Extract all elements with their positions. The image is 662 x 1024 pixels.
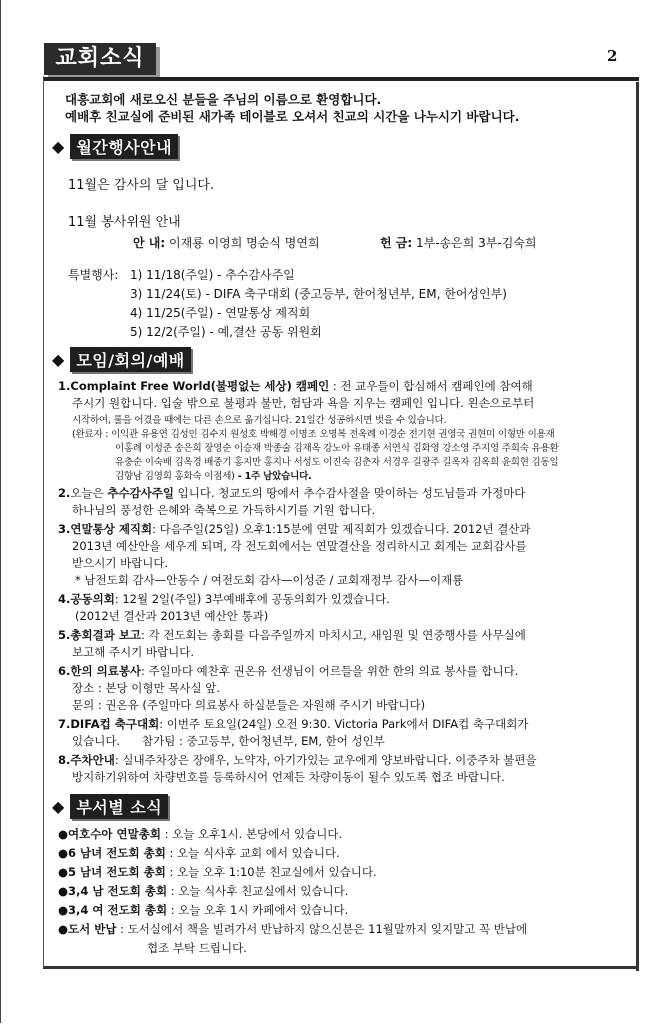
section-title: 월간행사안내	[70, 134, 178, 159]
meeting-text: 문의 : 권온유 (주일마다 의료봉사 하실분들은 자원해 주시기 바랍니다)	[72, 698, 426, 712]
diamond-icon: ◆	[52, 349, 65, 369]
committee-title: 11월 봉사위원 안내	[68, 215, 181, 230]
bullet-icon: ●	[58, 865, 69, 879]
meeting-item-7: 7.DIFA컵 축구대회: 이번주 토요일(24일) 오전 9:30. Victoria Park에서 DIFA컵 축구대회가	[58, 717, 529, 731]
meeting-text: 방지하기위하여 차량번호를 등록하시어 언제든 차량이동이 될수 있도록 협조 바랍니다.	[72, 770, 505, 784]
meeting-item-8: 8.주차안내: 실내주차장은 장애우, 노약자, 아기가있는 교우에게 양보바랍니다. 이중주차 불편을	[58, 753, 537, 767]
diamond-icon: ◆	[52, 136, 65, 156]
meeting-text: 보고해 주시기 바랍니다.	[72, 645, 195, 659]
department-item: ●5 남녀 전도회 총회 : 오늘 오후 1:10분 친교실에서 있습니다.	[58, 865, 377, 879]
events-label: 특별행사:	[68, 268, 119, 282]
bullet-icon: ●	[58, 922, 69, 936]
offering-label: 헌 금:	[380, 236, 413, 250]
section-meetings	[52, 348, 191, 370]
offering-row	[380, 234, 536, 251]
meeting-text: 있습니다. 참가팀 : 중고등부, 한어청년부, EM, 한어 성인부	[72, 734, 385, 748]
page-number: 2	[607, 47, 618, 65]
page-title: 교회소식	[44, 43, 156, 75]
event-item: 5) 12/2(주일) - 예,결산 공동 위원회	[130, 325, 322, 339]
frame-shadow	[636, 82, 639, 971]
guide-row	[133, 234, 320, 251]
department-item: ●여호수아 연말총회 : 오늘 오후1시. 본당에서 있습니다.	[58, 827, 343, 841]
section-title: 부서별 소식	[70, 794, 168, 819]
meeting-item-1: 1.Complaint Free World(불평없는 세상) 캠페인 : 전 교우들이 합심해서 캠페인에 참여해	[58, 379, 533, 393]
bullet-icon: ●	[58, 884, 69, 898]
event-item: 1) 11/18(주일) - 추수감사주일	[130, 268, 295, 282]
section-monthly-events	[52, 135, 178, 157]
diamond-icon: ◆	[52, 796, 65, 816]
guide-label: 안 내:	[133, 236, 166, 250]
bullet-icon: ●	[58, 846, 69, 860]
campaign-title: Complaint Free World(불평없는 세상) 캠페인	[70, 379, 330, 393]
meeting-item-5: 5.총회결과 보고: 각 전도회는 총회를 다음주일까지 마치시고, 새임원 및 연중행사를 사무실에	[58, 628, 526, 642]
department-item: ●6 남녀 전도회 총회 : 오늘 식사후 교회 에서 있습니다.	[58, 846, 340, 860]
meeting-item-6: 6.한의 의료봉사: 주일마다 예찬후 권온유 선생님이 어르들을 위한 한의 의료 봉사를 합니다.	[58, 664, 519, 678]
auditor-list: * 남전도회 감사—안동수 / 여전도회 감사—이성준 / 교회재정부 감사—이재룡	[75, 573, 464, 587]
department-item: ●3,4 남 전도회 총회 : 오늘 식사후 친교실에서 있습니다.	[58, 884, 349, 898]
guide-names: 이재룡 이영희 명순식 명연희	[169, 236, 320, 250]
campaign-text: 시작하여, 룰을 어겼을 때에는 다른 손으로 옮기십니다. 21일간 성공하시면 벗을 수 있습니다.	[72, 415, 447, 426]
meeting-item-2: 2.오늘은 추수감사주일 입니다. 청교도의 땅에서 추수감사절을 맞이하는 성도님들과 가정마다	[58, 486, 526, 500]
meeting-item-3: 3.연말통상 제직회: 다음주일(25일) 오후1:15분에 연말 제직회가 있겠습니다. 2012년 결산과	[58, 522, 531, 536]
section-departments	[52, 795, 168, 817]
month-theme: 11월은 감사의 달 입니다.	[68, 178, 215, 193]
meeting-text: 받으시기 바랍니다.	[72, 556, 169, 570]
meeting-text: 하나님의 풍성한 은혜와 축복으로 가득하시기를 기원 합니다.	[72, 503, 376, 517]
bullet-icon: ●	[58, 903, 69, 917]
department-item: ●도서 반납 : 도서실에서 책을 빌려가서 반납하지 않으신분은 11월말까지 잊지말고 꼭 반납에	[58, 922, 528, 936]
meeting-text: (2012년 결산과 2013년 예산안 통과)	[75, 609, 269, 623]
meeting-text: 2013년 예산안을 세우게 되며, 각 전도회에서는 연말결산을 정리하시고 회계는 교회감사를	[72, 539, 527, 553]
completer-list: (완료자 : 이익관 유용연 김성인 김수지 원성호 박해경 이명조 오명복 전옥례 이경순 전기현 권영국 권현미 이형만 이용재	[72, 429, 555, 440]
meeting-item-4: 4.공동의회: 12월 2일(주일) 3부예배후에 공동의회가 있겠습니다.	[58, 592, 390, 606]
offering-names: 1부-송은희 3부-김숙희	[416, 236, 537, 250]
welcome-line-2: 예배후 친교실에 준비된 새가족 테이블로 오셔서 친교의 시간을 나누시기 바랍니다.	[65, 109, 520, 124]
completer-list: 유충순 이숙배 김옥경 배중기 홍지만 홍지나 서성도 이진숙 김춘자 서경우 길광주 길옥자 김옥희 윤희현 김동일	[115, 457, 559, 468]
meeting-text: 장소 : 본당 이형만 목사실 앞.	[72, 681, 221, 695]
completer-list: 김향남 김영희 홍화숙 이점세) - 1주 남았습니다.	[115, 471, 312, 482]
welcome-line-1: 대흥교회에 새로오신 분들을 주님의 이름으로 환영합니다.	[65, 92, 382, 107]
weeks-left: - 1주 남았습니다.	[234, 471, 312, 482]
campaign-text: 주시기 원합니다. 입술 밖으로 불평과 불만, 험담과 욕을 지우는 캠페인 입니다. 왼손으로부터	[72, 396, 535, 410]
bullet-icon: ●	[58, 827, 69, 841]
event-item: 3) 11/24(토) - DIFA 축구대회 (중고등부, 한어청년부, EM, 한어성인부)	[130, 287, 507, 301]
department-item-cont: 협조 부탁 드립니다.	[147, 941, 247, 955]
header-rule	[44, 77, 639, 81]
section-title: 모임/회의/예배	[70, 347, 190, 372]
completer-list: 이홍례 이성준 송은희 장영순 이승재 박종술 김재옥 강노아 유태종 서연식 김화영 강소영 주지영 주희숙 유용환	[115, 443, 559, 454]
event-item: 4) 11/25(주일) - 연말통상 제직회	[130, 306, 311, 320]
department-item: ●3,4 여 전도회 총회 : 오늘 오후 1시 카페에서 있습니다.	[58, 903, 349, 917]
